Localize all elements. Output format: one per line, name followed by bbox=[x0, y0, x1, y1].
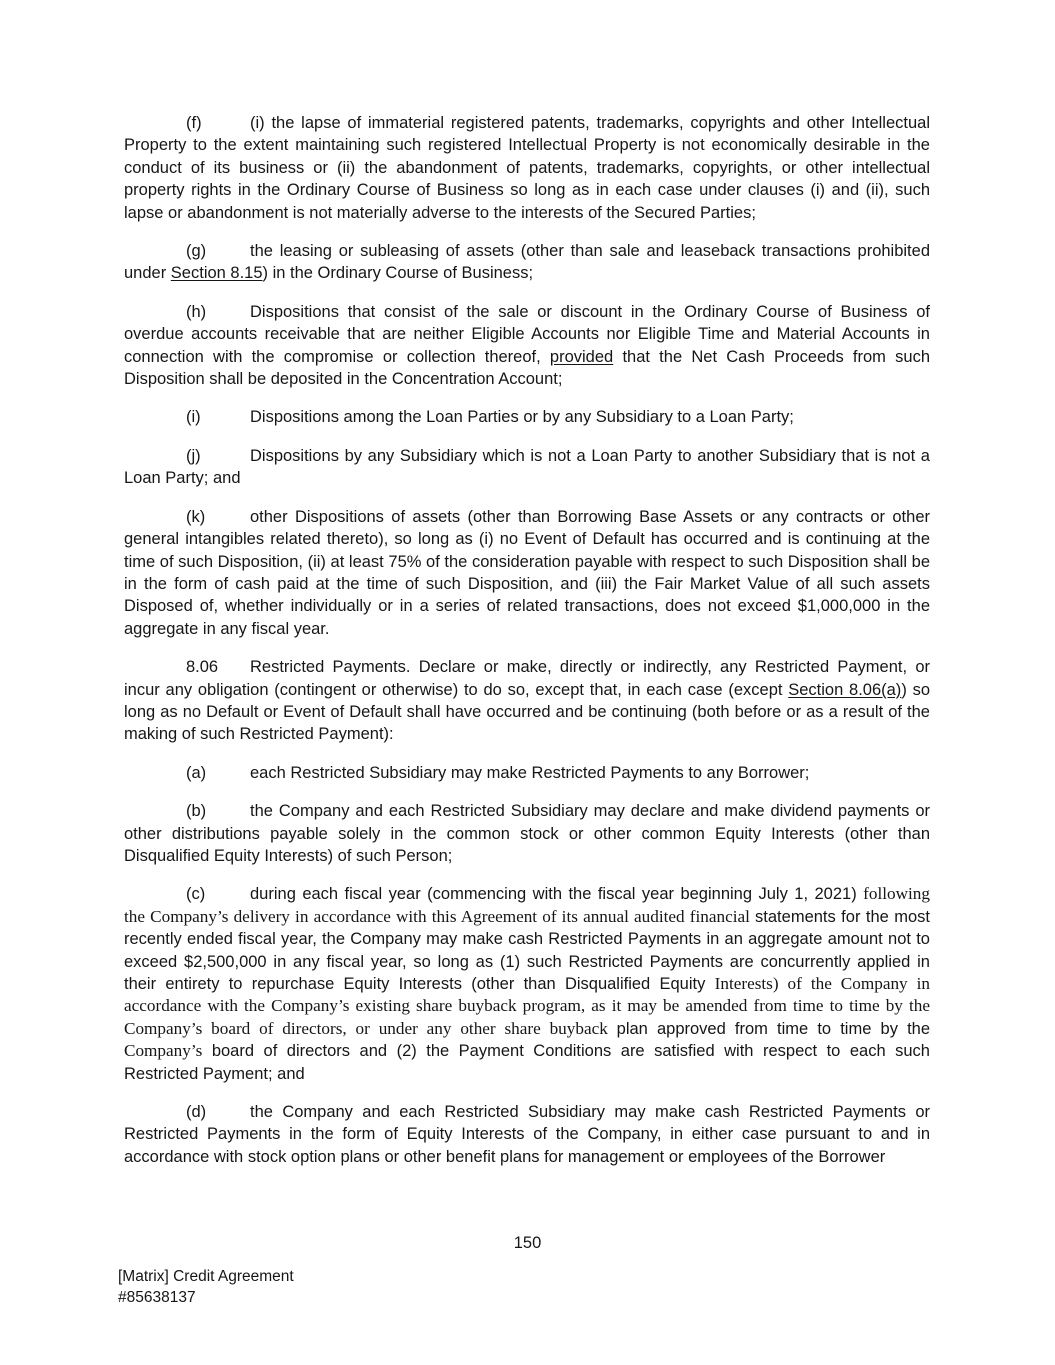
text-segment: ) in the Ordinary Course of Business; bbox=[262, 264, 534, 283]
paragraph-d bbox=[124, 1101, 930, 1168]
text-segment: the Company and each Restricted Subsidiary may make cash Restricted Payments or Restricted Payments in the form of Equity Interests of the Company, in either case pursuant to and in accordance with stock option plans or other benefit plans for management or employees of the Borrower bbox=[124, 1103, 930, 1166]
paragraph-c bbox=[124, 883, 930, 1085]
paragraph-s806 bbox=[124, 656, 930, 746]
text-segment: each Restricted Subsidiary may make Restricted Payments to any Borrower; bbox=[250, 763, 810, 782]
paragraph-h bbox=[124, 301, 930, 391]
text-segment: Interests) of the Company in accordance with the Company’s existing share buyback program, as it may be amended from time to time by the Company’s board of directors, or under any other share buyback bbox=[124, 974, 930, 1038]
paragraph-label: (c) bbox=[186, 885, 206, 904]
text-segment: board of directors and (2) the Payment Conditions are satisfied with respect to each such Restricted Payment; and bbox=[124, 1042, 930, 1083]
text-segment: Section 8.15 bbox=[170, 264, 263, 283]
text-segment: following the Company’s delivery in accordance with this Agreement of its annual audited financial bbox=[124, 884, 930, 926]
text-segment: Restricted Payments. Declare or make, directly or indirectly, any Restricted Payment, or incur any obligation (contingent or otherwise) to do so, except that, in each case (except bbox=[124, 658, 930, 699]
document-footer bbox=[118, 1266, 294, 1308]
text-segment: that the Net Cash Proceeds from such Disposition shall be deposited in the Concentration Account; bbox=[124, 347, 930, 389]
paragraph-a bbox=[124, 762, 930, 784]
paragraph-label: (d) bbox=[186, 1103, 207, 1122]
text-segment: statements for the most recently ended fiscal year, the Company may make cash Restricted Payments in an aggregate amount not to exceed $2,500,000 in any fiscal year, so long as (1) such Restricted Payments are concurrently applied in their entirety to repurchase Equity Interests (other than Disqualified Equity bbox=[124, 907, 930, 993]
paragraph-j bbox=[124, 445, 930, 490]
text-segment: plan approved from time to time by the bbox=[616, 1019, 931, 1038]
text-segment: ) so long as no Default or Event of Default shall have occurred and be continuing (both before or as a result of the making of such Restricted Payment): bbox=[124, 680, 930, 744]
paragraph-f bbox=[124, 112, 930, 224]
text-segment: Company’s bbox=[124, 1041, 203, 1061]
text-segment: the Company and each Restricted Subsidiary may declare and make dividend payments or other distributions payable solely in the common stock or other common Equity Interests (other than Disqualified Equity Interests) of such Person; bbox=[124, 802, 930, 865]
paragraph-b bbox=[124, 800, 930, 867]
paragraph-label: (b) bbox=[186, 802, 207, 821]
document-body bbox=[124, 112, 930, 1184]
paragraph-label: (j) bbox=[186, 446, 201, 465]
paragraph-label: (k) bbox=[186, 507, 206, 526]
paragraph-i bbox=[124, 406, 930, 428]
paragraph-label: 8.06 bbox=[186, 658, 219, 677]
text-segment: Dispositions among the Loan Parties or by any Subsidiary to a Loan Party; bbox=[250, 408, 794, 427]
text-segment: Dispositions by any Subsidiary which is not a Loan Party to another Subsidiary that is not a Loan Party; and bbox=[124, 446, 930, 488]
paragraph-label: (i) bbox=[186, 408, 201, 427]
text-segment: Dispositions that consist of the sale or discount in the Ordinary Course of Business of overdue accounts receivable that are neither Eligible Accounts nor Eligible Time and Material Accounts in connection with the compromise or collection thereof, bbox=[124, 302, 930, 366]
paragraph-label: (g) bbox=[186, 242, 207, 261]
text-segment: the leasing or subleasing of assets (other than sale and leaseback transactions prohibited under bbox=[124, 242, 930, 283]
footer-doc-title: [Matrix] Credit Agreement bbox=[118, 1268, 294, 1285]
paragraph-k bbox=[124, 506, 930, 640]
text-segment: provided bbox=[549, 347, 614, 366]
page-number: 150 bbox=[513, 1234, 542, 1252]
footer-doc-id: #85638137 bbox=[118, 1289, 196, 1306]
paragraph-g bbox=[124, 240, 930, 285]
paragraph-label: (a) bbox=[186, 763, 207, 782]
text-segment: during each fiscal year (commencing with the fiscal year beginning July 1, 2021) bbox=[250, 885, 864, 904]
text-segment: Section 8.06(a) bbox=[788, 680, 902, 699]
paragraph-label: (h) bbox=[186, 302, 207, 321]
text-segment: (i) the lapse of immaterial registered patents, trademarks, copyrights and other Intellectual Property to the extent maintaining such registered Intellectual Property is not economically desirable in the conduct of its business or (ii) the abandonment of patents, trademarks, copyrights, or other intellectual property rights in the Ordinary Course of Business so long as in each case under clauses (i) and (ii), such lapse or abandonment is not materially adverse to the interests of the Secured Parties; bbox=[124, 114, 930, 222]
text-segment: other Dispositions of assets (other than Borrowing Base Assets or any contracts or other general intangibles related thereto), so long as (i) no Event of Default has occurred and is continuing at the time of such Disposition, (ii) at least 75% of the consideration payable with respect to such Disposition shall be in the form of cash paid at the time of such Disposition, and (iii) the Fair Market Value of all such assets Disposed of, whether individually or in a series of related transactions, does not exceed $1,000,000 in the aggregate in any fiscal year. bbox=[124, 507, 930, 638]
paragraph-label: (f) bbox=[186, 114, 202, 132]
